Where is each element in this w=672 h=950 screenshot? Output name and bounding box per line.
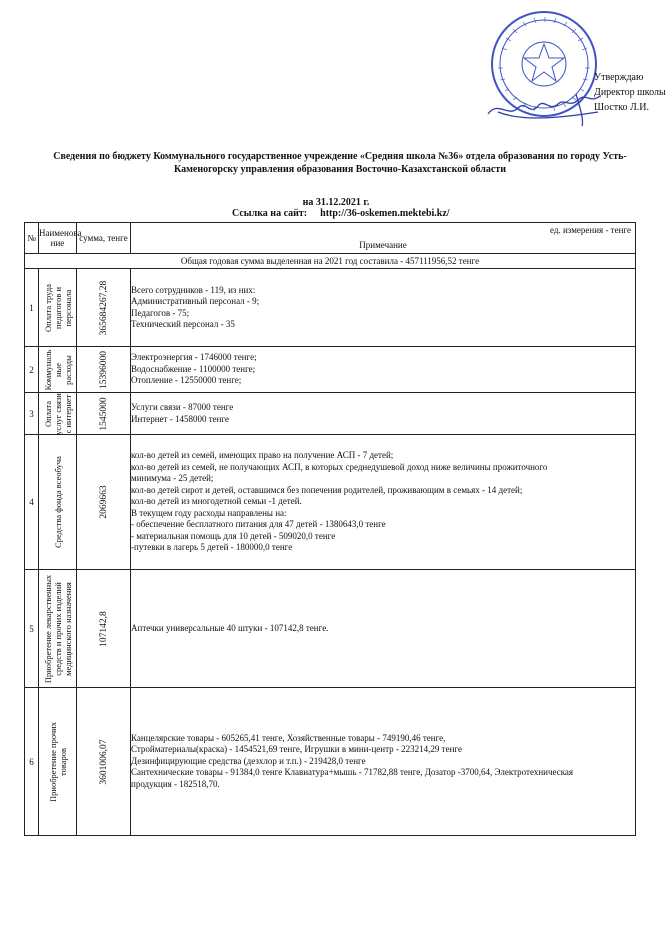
row-note-line: кол-во детей из семей, не получающих АСП, в которых среднедушевой доход ниже величины прожиточного	[131, 461, 548, 472]
row-name-line: Средства фонда всеобуча	[52, 456, 63, 548]
row-note-line: Всего сотрудников - 119, из них:	[131, 284, 256, 295]
header-note-label: Примечание	[359, 240, 407, 250]
row-name-cell	[39, 393, 77, 435]
row-name-line: педагогов и	[52, 286, 63, 329]
table-row	[25, 435, 636, 570]
row-number: 3	[25, 393, 39, 435]
row-name	[43, 393, 73, 435]
row-name	[43, 284, 73, 332]
header-name: Наименова ние	[39, 223, 77, 254]
row-name-line: расходы	[62, 354, 73, 385]
row-note-line: кол-во детей сирот и детей, оставшимся без попечения родителей, проживающим в семьях - 14 детей;	[131, 484, 523, 495]
row-note-line: Технический персонал - 35	[131, 319, 235, 329]
row-number: 4	[25, 435, 39, 570]
site-link-line	[232, 208, 450, 219]
row-note-line: Электроэнергия - 1746000 тенге;	[131, 352, 257, 363]
row-name-cell	[39, 688, 77, 836]
row-note-line: Сантехнические товары - 91384,0 тенге Клавиатура+мышь - 71782,88 тенге, Дозатор -3700,64, Электротехническая	[131, 767, 574, 778]
row-note-line: Водоснабжение - 1100000 тенге;	[131, 363, 256, 374]
table-row	[25, 347, 636, 393]
row-name	[48, 722, 68, 802]
row-note-line: Аптечки универсальные 40 штуки - 107142,8 тенге.	[131, 622, 329, 633]
row-amount: 15396000	[98, 350, 109, 389]
row-name	[53, 456, 63, 548]
row-note-line: Услуги связи - 87000 тенге	[131, 402, 234, 412]
row-name-line: ные	[52, 362, 63, 377]
row-name-line: Приобретение прочих	[47, 721, 58, 802]
row-note-line: минимума - 25 детей;	[131, 473, 214, 484]
row-note-line: Канцелярские товары - 605265,41 тенге, Хозяйственные товары - 749190,46 тенге,	[131, 732, 446, 743]
table-row	[25, 570, 636, 688]
row-number: 1	[25, 269, 39, 347]
row-name-line: Оплата	[42, 400, 53, 427]
row-note	[131, 435, 636, 570]
row-note-line: -путевки в лагерь 5 детей - 180000,0 тенге	[131, 542, 293, 553]
row-note-line: В текущем году расходы направлены на:	[131, 507, 287, 518]
header-num: №	[25, 223, 39, 254]
row-amount: 2069663	[98, 485, 109, 519]
site-link-label: Ссылка на сайт:	[232, 208, 308, 219]
approval-line-approve: Утверждаю	[594, 72, 644, 83]
row-name-cell	[39, 435, 77, 570]
row-number: 2	[25, 347, 39, 393]
row-amount-cell	[77, 393, 131, 435]
row-name	[43, 574, 73, 682]
row-note	[131, 688, 636, 836]
row-amount-cell	[77, 570, 131, 688]
row-note-line: Педагогов - 75;	[131, 307, 190, 318]
row-amount: 365684267,28	[98, 280, 109, 335]
row-note-line: Стройматериалы(краска) - 1454521,69 тенге, Игрушки в мини-центр - 223214,29 тенге	[131, 744, 462, 755]
row-amount-cell	[77, 435, 131, 570]
row-name-line: медицинского назначения	[62, 581, 73, 676]
row-note-line: - материальная помощь для 10 детей - 509020,0 тенге	[131, 530, 336, 541]
row-name-line: услуг связи	[52, 392, 63, 435]
row-name-line: персонала	[62, 289, 73, 327]
header-sum: сумма, тенге	[77, 223, 131, 254]
total-row: Общая годовая сумма выделенная на 2021 год составила - 457111956,52 тенге	[25, 254, 636, 269]
row-note-line: Административный персонал - 9;	[131, 296, 260, 306]
approval-line-name: Шостко Л.И.	[594, 102, 649, 113]
row-amount: 1545000	[98, 396, 109, 431]
row-note-line: Дезинфицирующие средства (дезхлор и т.п.) - 219428,0 тенге	[131, 755, 366, 766]
row-note-line: Отопление - 12550000 тенге;	[131, 375, 242, 386]
row-note	[131, 347, 636, 393]
row-name	[43, 349, 73, 390]
row-note	[131, 269, 636, 347]
row-name-cell	[39, 269, 77, 347]
row-number: 6	[25, 688, 39, 836]
row-name-cell	[39, 347, 77, 393]
row-note	[131, 393, 636, 435]
row-note-line: продукция - 182518,70.	[131, 778, 220, 789]
row-note-line: кол-во детей из семей, имеющих право на получение АСП - 7 детей;	[131, 450, 394, 461]
row-name-line: Приобретение лекарственных	[42, 574, 53, 683]
row-note-line: кол-во детей из многодетной семьи -1 детей.	[131, 496, 302, 507]
table-row	[25, 393, 636, 435]
budget-table	[24, 222, 636, 836]
row-amount: 107142,8	[98, 610, 109, 647]
row-name-line: товаров	[57, 747, 68, 776]
row-amount-cell	[77, 688, 131, 836]
approval-line-position: Директор школы	[594, 87, 666, 98]
table-row	[25, 688, 636, 836]
row-note-line: Интернет - 1458000 тенге	[131, 413, 230, 424]
row-amount-cell	[77, 269, 131, 347]
site-link-url[interactable]: http://36-oskemen.mektebi.kz/	[320, 208, 450, 219]
unit-note: ед. измерения - тенге	[550, 225, 631, 235]
page-title: Сведения по бюджету Коммунального государственное учреждение «Средняя школа №36» отдела образования по городу Усть-Каменогорску управления образования Восточно-Казахстанской области	[53, 151, 627, 175]
row-note-line: - обеспечение бесплатного питания для 47 детей - 1380643,0 тенге	[131, 519, 386, 530]
seal-icon	[492, 12, 596, 116]
row-name-cell	[39, 570, 77, 688]
row-name-line: с интернет	[62, 394, 73, 433]
report-date: на 31.12.2021 г.	[302, 197, 370, 208]
row-amount-cell	[77, 347, 131, 393]
row-amount: 3601006,07	[98, 738, 109, 785]
row-note	[131, 570, 636, 688]
table-row	[25, 269, 636, 347]
approval-block	[594, 70, 666, 115]
row-name-line: средств и прочих изделий	[52, 581, 63, 676]
header-note	[131, 223, 636, 254]
row-number: 5	[25, 570, 39, 688]
row-name-line: Коммуналь	[42, 349, 53, 390]
row-name-line: Оплата труда	[42, 283, 53, 332]
